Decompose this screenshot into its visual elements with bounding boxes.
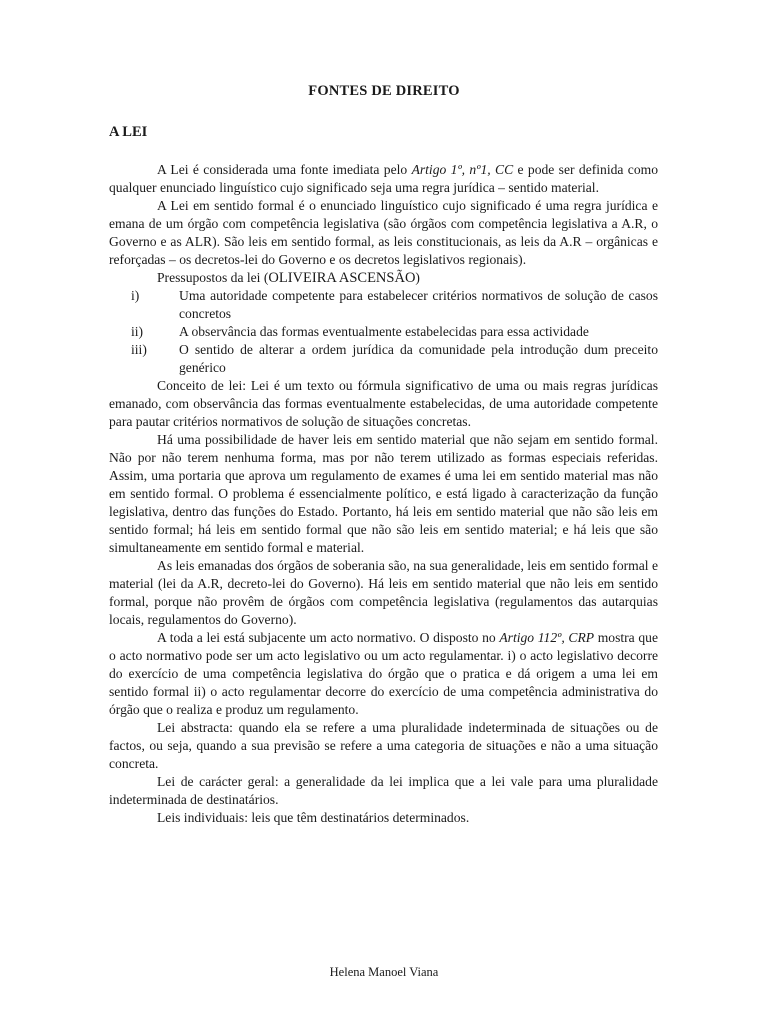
document-title: FONTES DE DIREITO bbox=[308, 83, 460, 99]
list-item bbox=[109, 341, 658, 377]
paragraph-individual-law: Leis individuais: leis que têm destinatários determinados. bbox=[157, 810, 470, 825]
section-heading: A LEI bbox=[109, 124, 148, 140]
paragraph-definition bbox=[109, 161, 658, 197]
list-number: i) bbox=[131, 288, 140, 303]
list-item bbox=[109, 287, 658, 323]
text-run: Pressupostos da lei ( bbox=[157, 270, 269, 285]
text-run: ) bbox=[415, 270, 420, 285]
paragraph-general-law: Lei de carácter geral: a generalidade da lei implica que a lei vale para uma pluralidade indeterminada de destinatários. bbox=[109, 774, 658, 807]
list-number: ii) bbox=[131, 324, 144, 339]
list-text: O sentido de alterar a ordem jurídica da comunidade pela introdução dum preceito genérico bbox=[179, 342, 658, 375]
text-run: A toda a lei está subjacente um acto normativo. O disposto no bbox=[157, 630, 500, 645]
paragraph-sovereignty: As leis emanadas dos órgãos de soberania são, na sua generalidade, leis em sentido formal e material (lei da A.R, decreto-lei do Governo). Há leis em sentido material que não leis em sentido formal, porque não provêm de órgãos com competência legislativa (regulamentos das autarquias locais, regulamentos do Governo). bbox=[109, 558, 658, 627]
paragraph-concept: Conceito de lei: Lei é um texto ou fórmula significativo de uma ou mais regras jurídicas emanado, com observância das formas eventualmente estabelecidas, de uma autoridade competente para pautar critérios normativos de solução de situações concretas. bbox=[109, 378, 658, 429]
list-number: iii) bbox=[131, 342, 147, 357]
pressupostos-list bbox=[109, 287, 658, 377]
text-run: e pode ser definida como qualquer enunciado linguístico cujo significado seja uma regra jurídica – sentido material. bbox=[109, 162, 658, 195]
list-item bbox=[109, 323, 658, 341]
paragraph-material-sense: Há uma possibilidade de haver leis em sentido material que não sejam em sentido formal. Não por não terem nenhuma forma, mas por não terem utilizado as formas especiais referidas. Assim, uma portaria que aprova um regulamento de exames é uma lei em sentido material mas não em sentido formal. O problema é essencialmente político, e está ligado à caracterização da função legislativa, dentro das funções do Estado. Portanto, há leis em sentido material que não são leis em sentido formal; há leis em sentido formal que não são leis em sentido material; e há leis que são simultaneamente em sentido formal e material. bbox=[109, 432, 658, 555]
document-body bbox=[109, 161, 658, 827]
paragraph-abstract-law: Lei abstracta: quando ela se refere a uma pluralidade indeterminada de situações ou de factos, ou seja, quando a sua previsão se refere a uma categoria de situações e não a uma situação concreta. bbox=[109, 720, 658, 771]
page-footer-author: Helena Manoel Viana bbox=[329, 965, 439, 979]
article-reference: Artigo 1º, nº1, CC bbox=[411, 162, 514, 177]
paragraph-formal-sense: A Lei em sentido formal é o enunciado linguístico cujo significado é uma regra jurídica e emana de um órgão com competência legislativa (são órgãos com competência legislativa a A.R, o Governo e as ALR). São leis em sentido formal, as leis constitucionais, as leis da A.R – orgânicas e reforçadas – os decretos-lei do Governo e os decretos legislativos regionais). bbox=[109, 198, 658, 267]
paragraph-normative-act bbox=[109, 629, 658, 719]
article-reference: Artigo 112º, CRP bbox=[499, 630, 595, 645]
text-run: A Lei é considerada uma fonte imediata pelo bbox=[157, 162, 412, 177]
pressupostos-label bbox=[109, 269, 658, 287]
author-name: OLIVEIRA ASCENSÃO bbox=[268, 270, 416, 286]
list-text: A observância das formas eventualmente estabelecidas para essa actividade bbox=[179, 324, 589, 339]
text-run: mostra que o acto normativo pode ser um acto legislativo ou um acto regulamentar. i) o acto legislativo decorre do exercício de uma competência legislativa do órgão que o pratica e dá origem a uma lei em sentido formal ii) o acto regulamentar decorre do exercício de uma competência administrativa do órgão que o realiza e produz um regulamento. bbox=[109, 630, 658, 717]
list-text: Uma autoridade competente para estabelecer critérios normativos de solução de casos concretos bbox=[179, 288, 658, 321]
